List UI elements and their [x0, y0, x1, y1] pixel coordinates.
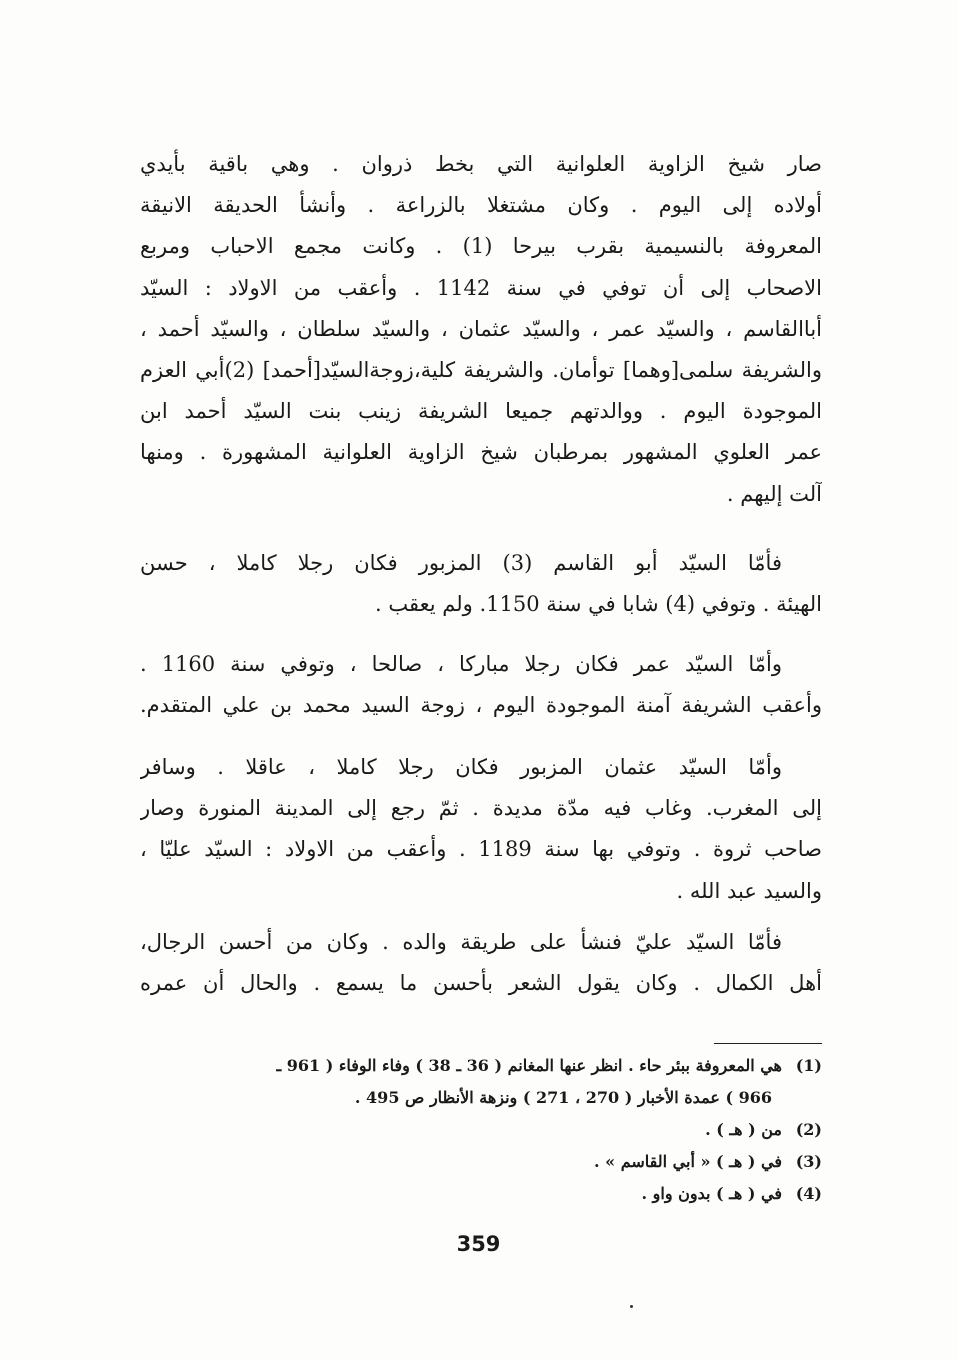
- text-line: الاصحاب إلى أن توفي في سنة 1142 . وأعقب من الاولاد : السيّد: [140, 275, 822, 300]
- text-line: وأمّا السيّد عثمان المزبور فكان رجلا كاملا ، عاقلا . وسافر: [140, 755, 782, 779]
- footnote-divider: [714, 1043, 822, 1044]
- text-line: الموجودة اليوم . ووالدتهم جميعا الشريفة زينب بنت السيّد أحمد ابن: [140, 399, 822, 424]
- text-line: وأعقب الشريفة آمنة الموجودة اليوم ، زوجة السيد محمد بن علي المتقدم.: [140, 693, 822, 718]
- scan-speck: [630, 1305, 633, 1308]
- footnote-number: (4): [795, 1184, 822, 1203]
- footnote-text: من ( هـ ) .: [705, 1120, 782, 1139]
- footnote-1: [140, 1050, 822, 1082]
- text-line: والشريفة سلمى[وهما] توأمان. والشريفة كلية،زوجةالسيّد[أحمد] (2)أبي العزم: [140, 358, 822, 383]
- footnotes: [140, 1050, 822, 1210]
- text-line: أباالقاسم ، والسيّد عمر ، والسيّد عثمان ، والسيّد سلطان ، والسيّد أحمد ،: [140, 316, 822, 341]
- text-line: أولاده إلى اليوم . وكان مشتغلا بالزراعة . وأنشأ الحديقة الانيقة: [140, 193, 822, 218]
- footnote-3: [140, 1146, 822, 1178]
- text-line: المعروفة بالنسيمية بقرب بيرحا (1) . وكانت مجمع الاحباب ومربع: [140, 234, 822, 259]
- paragraph-5: [140, 922, 822, 1004]
- footnote-4: [140, 1178, 822, 1210]
- page-number: 359: [456, 1232, 501, 1256]
- footnote-text: هي المعروفة ببئر حاء . انظر عنها المغانم ( 36 ـ 38 ) وفاء الوفاء ( 961 ـ: [276, 1056, 782, 1075]
- text-line: آلت إليهم .: [726, 481, 822, 506]
- footnote-text: في ( هـ ) بدون واو .: [641, 1184, 782, 1203]
- text-line: والسيد عبد الله .: [676, 878, 822, 903]
- footnote-number: (3): [795, 1152, 822, 1171]
- footnote-number: (1): [795, 1056, 822, 1075]
- text-line: عمر العلوي المشهور بمرطبان شيخ الزاوية العلوانية المشهورة . ومنها: [140, 440, 822, 465]
- text-line: أهل الكمال . وكان يقول الشعر بأحسن ما يسمع . والحال أن عمره: [140, 971, 822, 996]
- footnote-number: (2): [795, 1120, 822, 1139]
- footnote-1-continuation: 966 ) عمدة الأخبار ( 270 ، 271 ) ونزهة الأنظار ص 495 .: [354, 1088, 772, 1107]
- footnote-2: [140, 1114, 822, 1146]
- text-line: فأمّا السيّد أبو القاسم (3) المزبور فكان رجلا كاملا ، حسن: [140, 551, 782, 575]
- paragraph-3: [140, 644, 822, 726]
- footnote-text: في ( هـ ) « أبي القاسم » .: [594, 1152, 782, 1171]
- text-line: صاحب ثروة . وتوفي بها سنة 1189 . وأعقب من الاولاد : السيّد عليّا ،: [140, 837, 822, 862]
- text-line: فأمّا السيّد عليّ فنشأ على طريقة والده . وكان من أحسن الرجال،: [140, 930, 782, 954]
- text-line: وأمّا السيّد عمر فكان رجلا مباركا ، صالحا ، وتوفي سنة 1160 .: [140, 652, 782, 676]
- paragraph-1: [140, 144, 822, 515]
- paragraph-2: [140, 543, 822, 625]
- text-line: إلى المغرب. وغاب فيه مدّة مديدة . ثمّ رجع إلى المدينة المنورة وصار: [140, 796, 822, 821]
- text-line: صار شيخ الزاوية العلوانية التي بخط ذروان . وهي باقية بأيدي: [140, 152, 822, 176]
- paragraph-4: [140, 747, 822, 912]
- text-line: الهيئة . وتوفي (4) شابا في سنة 1150. ولم يعقب .: [375, 592, 822, 617]
